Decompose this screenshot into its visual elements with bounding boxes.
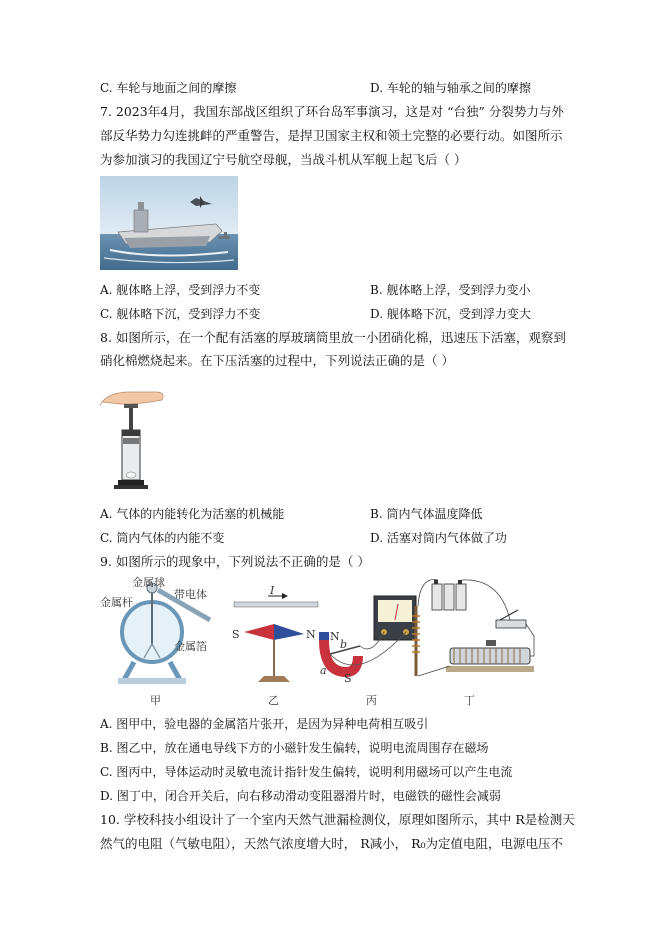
label-n-pole: N <box>306 628 316 641</box>
label-n2: N <box>330 630 340 643</box>
label-charged-body: 带电体 <box>174 588 207 601</box>
q8-option-c[interactable]: C. 筒内气体的内能不变 <box>100 531 225 545</box>
label-a: a <box>320 664 327 677</box>
q9-option-a[interactable]: A. 图甲中，验电器的金属箔片张开，是因为异种电荷相互吸引 <box>100 717 429 731</box>
q9-option-c[interactable]: C. 图丙中，导体运动时灵敏电流计指针发生偏转，说明利用磁场可以产生电流 <box>100 765 513 779</box>
figure-yi-compass <box>230 584 322 688</box>
q6-option-c[interactable]: C. 车轮与地面之间的摩擦 <box>100 81 237 95</box>
label-fig-yi: 乙 <box>268 694 279 707</box>
q7-option-c[interactable]: C. 舰体略下沉，受到浮力不变 <box>100 307 261 321</box>
q7-option-d[interactable]: D. 舰体略下沉，受到浮力变大 <box>370 307 531 321</box>
label-metal-rod: 金属杆 <box>100 596 133 609</box>
q9-option-d[interactable]: D. 图丁中，闭合开关后，向右移动滑动变阻器滑片时，电磁铁的磁性会减弱 <box>100 789 501 803</box>
q10-stem-line1: 10. 学校科技小组设计了一个室内天然气泄漏检测仪，原理如图所示，其中 R是检测天 <box>100 812 575 827</box>
q8-stem-line2: 硝化棉燃烧起来。在下压活塞的过程中，下列说法正确的是（ ） <box>100 353 454 368</box>
figure-bing-galvanometer <box>318 592 424 688</box>
figure-jia-electroscope <box>100 576 218 688</box>
label-current-i: I <box>270 584 275 597</box>
label-fig-ding: 丁 <box>464 694 475 707</box>
figure-ding-electromagnet <box>410 576 538 688</box>
piston-cylinder-figure <box>100 380 180 496</box>
q7-option-a[interactable]: A. 舰体略上浮，受到浮力不变 <box>100 283 261 297</box>
label-b: b <box>340 638 348 651</box>
q8-stem-line1: 8. 如图所示，在一个配有活塞的厚玻璃筒里放一小团硝化棉，迅速压下活塞，观察到 <box>100 330 566 345</box>
q8-option-d[interactable]: D. 活塞对筒内气体做了功 <box>370 531 507 545</box>
q6-option-d[interactable]: D. 车轮的轴与轴承之间的摩擦 <box>370 81 531 95</box>
label-fig-bing: 丙 <box>366 694 377 707</box>
aircraft-carrier-photo <box>100 176 238 270</box>
q9-option-b[interactable]: B. 图乙中，放在通电导线下方的小磁针发生偏转，说明电流周围存在磁场 <box>100 741 489 755</box>
q7-stem-line1: 7. 2023年4月，我国东部战区组织了环台岛军事演习，这是对 “台独” 分裂势力与外 <box>100 104 564 119</box>
q7-stem-line3: 为参加演习的我国辽宁号航空母舰，当战斗机从军舰上起飞后（ ） <box>100 152 467 167</box>
q9-stem-line1: 9. 如图所示的现象中，下列说法不正确的是（ ） <box>100 554 370 569</box>
q10-stem-line2: 然气的电阻（气敏电阻），天然气浓度增大时， R减小， R₀为定值电阻，电源电压不 <box>100 836 564 851</box>
q8-option-b[interactable]: B. 筒内气体温度降低 <box>370 507 483 521</box>
q7-option-b[interactable]: B. 舰体略上浮，受到浮力变小 <box>370 283 531 297</box>
q8-option-a[interactable]: A. 气体的内能转化为活塞的机械能 <box>100 507 285 521</box>
q7-stem-line2: 部反华势力勾连挑衅的严重警告，是捍卫国家主权和领土完整的必要行动。如图所示 <box>100 128 563 143</box>
label-metal-foil: 金属箔 <box>174 640 207 653</box>
label-metal-ball: 金属球 <box>132 576 165 589</box>
label-s2: S <box>344 672 352 685</box>
label-fig-jia: 甲 <box>150 694 161 707</box>
label-s-pole: S <box>232 628 240 641</box>
